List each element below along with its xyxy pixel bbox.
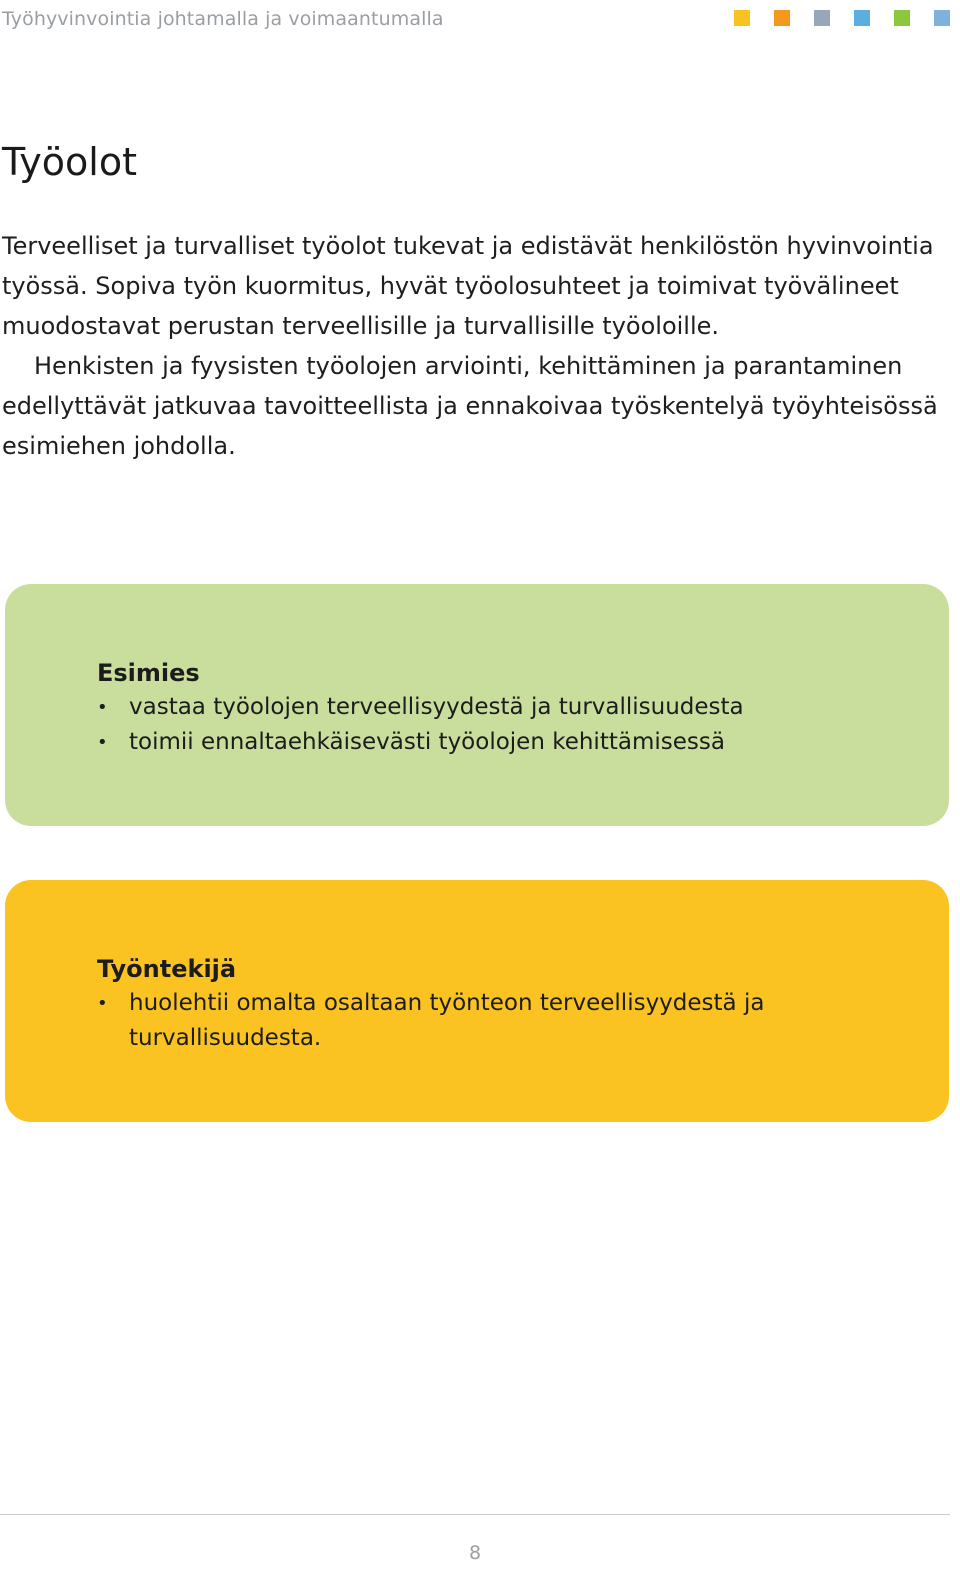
list-item-text: toimii ennaltaehkäisevästi työolojen kehittämisessä	[129, 729, 725, 755]
color-square	[934, 10, 950, 26]
body-paragraph: Henkisten ja fyysisten työolojen arviointi, kehittäminen ja parantaminen edellyttävät jatkuvaa tavoitteellista ja ennakoivaa työskentelyä työyhteisössä esimiehen johdolla.	[2, 352, 938, 460]
page-number: 8	[468, 1542, 482, 1564]
running-header-title: Työhyvinvointia johtamalla ja voimaantumalla	[2, 8, 444, 30]
page-title: Työolot	[2, 140, 137, 184]
color-square	[854, 10, 870, 26]
list-item-text: huolehtii omalta osaltaan työnteon terveellisyydestä ja turvallisuudesta.	[129, 990, 765, 1051]
body-paragraph: Terveelliset ja turvalliset työolot tukevat ja edistävät henkilöstön hyvinvointia työssä. Sopiva työn kuormitus, hyvät työolosuhteet ja toimivat työvälineet muodostavat perustan terveellisille ja turvallisille työoloille.	[2, 232, 934, 340]
bullet-icon: •	[97, 732, 108, 753]
list-item	[97, 986, 849, 1056]
list-item	[97, 690, 849, 725]
bullet-icon: •	[97, 697, 108, 718]
employee-heading: Työntekijä	[97, 955, 237, 983]
body-text	[2, 226, 952, 466]
color-square	[774, 10, 790, 26]
employee-list	[97, 986, 949, 1056]
employee-box	[5, 880, 949, 1122]
footer-divider	[0, 1514, 950, 1515]
list-item-text: vastaa työolojen terveellisyydestä ja turvallisuudesta	[129, 694, 744, 720]
list-item	[97, 725, 849, 760]
supervisor-heading: Esimies	[97, 659, 200, 687]
color-square	[814, 10, 830, 26]
supervisor-list	[97, 690, 949, 760]
color-square	[734, 10, 750, 26]
bullet-icon: •	[97, 993, 108, 1014]
color-square	[894, 10, 910, 26]
supervisor-box	[5, 584, 949, 826]
